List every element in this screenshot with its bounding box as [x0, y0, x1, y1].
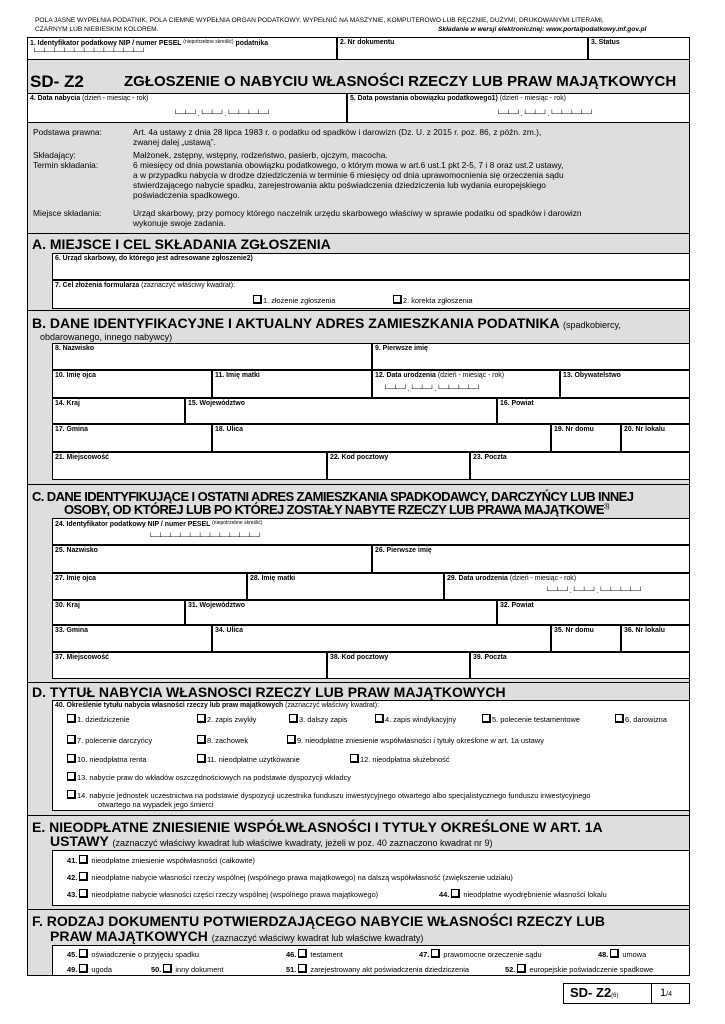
footer-page-number [660, 987, 672, 999]
section-e-title-2-text: USTAWY [50, 833, 109, 849]
section-c-footnote: 3) [603, 503, 609, 511]
option-further-legacy[interactable] [289, 714, 347, 724]
section-b-title-note-2: obdarowanego, innego nabywcy) [40, 332, 173, 342]
option-45-number: 45. [67, 950, 78, 959]
checkbox-46[interactable] [298, 949, 307, 958]
deadline-value-1: 6 miesięcy od dnia powstania obowiązku podatkowego, o którym mowa w art.6 ust.1 pkt 2-5, 7 i 8 oraz ust.2 ustawy, [133, 160, 564, 170]
section-b-title-note: (spadkobiercy, [562, 320, 621, 330]
section-f-options [52, 945, 690, 976]
option-41-label: nieodpłatne zniesienie współwłasności (całkowite) [91, 856, 255, 865]
option-52-label: europejskie poświadczenie spadkowe [529, 965, 654, 974]
checkbox-45[interactable] [79, 949, 88, 958]
field-40-note: (zaznaczyć właściwy kwadrat): [285, 702, 379, 709]
option-free-easement-label: 12. nieodpłatna służebność [360, 755, 450, 764]
option-testamentary-instruction-label: 5. polecenie testamentowe [492, 715, 580, 724]
header-line2: CZARNYM LUB NIEBIESKIM KOLOREM. [35, 26, 159, 33]
checkbox-42[interactable] [79, 872, 88, 881]
option-free-annuity-label: 10. nieodpłatna renta [77, 755, 147, 764]
field-16-county[interactable] [497, 398, 690, 424]
option-50[interactable] [151, 964, 223, 974]
checkbox-49[interactable] [79, 964, 88, 973]
field-39-label: 39. Poczta [473, 654, 507, 661]
option-free-easement[interactable] [350, 754, 450, 764]
section-c-title-2 [64, 502, 609, 517]
checkbox-savings-deposits[interactable] [67, 772, 76, 781]
section-e-bar [27, 815, 690, 816]
option-correction[interactable] [393, 295, 472, 305]
option-vindication-legacy-label: 4. zapis windykacyjny [385, 715, 457, 724]
field-30-country[interactable] [52, 600, 185, 625]
option-savings-deposits-label: 13. nabycie praw do wkładów oszczędnościowych na podstawie dyspozycji wkładcy [77, 773, 352, 782]
footer-total: /4 [666, 991, 672, 998]
field-32-label: 32. Powiat [500, 602, 534, 609]
deadline-key: Termin składania: [33, 160, 99, 170]
section-c-title-2-text: OSOBY, OD KTÓREJ LUB PO KTÓREJ ZOSTAŁY NABYTE RZECZY LUB PRAWA MAJĄTKOWE [64, 502, 604, 517]
field-14-label: 14. Kraj [55, 400, 80, 407]
section-d-title: D. TYTUŁ NABYCIA WŁASNOSCI RZECZY LUB PRAW MAJĄTKOWYCH [32, 684, 506, 700]
section-b-bar [27, 310, 690, 311]
field-22-postal-code[interactable] [327, 452, 470, 480]
field-2-label: 2. Nr dokumentu [340, 39, 395, 46]
option-45-label: oświadczenie o przyjęciu spadku [91, 950, 200, 959]
place-value-2: wykonuje swoje zadania. [133, 218, 226, 228]
submitter-key: Składający: [33, 150, 76, 160]
option-donor-instruction[interactable] [67, 735, 152, 745]
checkbox-donation[interactable] [615, 714, 624, 723]
deadline-value-2: a w przypadku nabycia w drodze dziedziczenia w terminie 6 miesięcy od dnia uprawomocnienia się orzeczenia sądu [133, 170, 564, 180]
field-18-label: 18. Ulica [215, 426, 243, 433]
place-value-1: Urząd skarbowy, przy pomocy którego naczelnik urzędu skarbowego właściwy w sprawie podatku od spadków i darowizn [133, 208, 582, 218]
field-3-label: 3. Status [591, 39, 620, 46]
field-12-note: (dzień - miesiąc - rok) [437, 372, 505, 379]
section-f-title-2 [50, 928, 423, 944]
checkbox-inheritance[interactable] [67, 714, 76, 723]
section-b-title [32, 315, 621, 331]
option-44-label: nieodpłatne wyodrębnienie własności lokalu [463, 890, 607, 899]
field-24-nip-pesel[interactable] [52, 518, 690, 545]
field-26-label: 26. Pierwsze imię [375, 547, 432, 554]
checkbox-52[interactable] [517, 964, 526, 973]
option-co-ownership-dissolution-label: 9. nieodpłatne zniesienie współwłasności i tytuły określone w art. 1a ustawy [297, 736, 544, 745]
option-donation-label: 6. darowizna [625, 715, 667, 724]
field-5-tax-obligation-date[interactable] [347, 93, 690, 123]
option-44[interactable] [439, 889, 607, 899]
field-7-label: 7. Cel złożenia formularza [55, 282, 140, 289]
field-38-postal-code[interactable] [327, 652, 470, 679]
footer-form-code [570, 985, 619, 1000]
field-30-label: 30. Kraj [55, 602, 80, 609]
field-5-label: 5. Data powstania obowiązku podatkowego1) [350, 95, 498, 102]
field-17-municipality[interactable] [52, 424, 212, 452]
field-23-label: 23. Poczta [473, 454, 507, 461]
option-51[interactable] [286, 964, 469, 974]
submitter-value: Małżonek, zstępny, wstępny, rodzeństwo, pasierb, ojczym, macocha. [133, 150, 388, 160]
option-45[interactable] [67, 949, 199, 959]
option-ordinary-legacy[interactable] [197, 714, 256, 724]
option-fund-units[interactable] [67, 790, 591, 800]
field-12-birth-date[interactable] [372, 370, 560, 398]
field-20-apartment-number[interactable] [621, 424, 690, 452]
option-legitime[interactable] [197, 735, 248, 745]
option-48[interactable] [598, 949, 646, 959]
option-50-number: 50. [151, 965, 162, 974]
option-correction-label: 2. korekta zgłoszenia [403, 296, 473, 305]
field-33-municipality[interactable] [52, 625, 212, 652]
checkbox-donor-instruction[interactable] [67, 735, 76, 744]
checkbox-testamentary-instruction[interactable] [482, 714, 491, 723]
header-line1: POLA JASNE WYPEŁNIA PODATNIK, POLA CIEMNE WYPEŁNIA ORGAN PODATKOWY. WYPEŁNIĆ NA MASZYNIE, KOMPUTEROWO LUB RĘCZNIE, DUŻYMI, DRUKOWANYMI LITERAMI, [35, 17, 604, 24]
option-free-usufruct-label: 11. nieodpłatne użytkowanie [207, 755, 300, 764]
field-14-country[interactable] [52, 398, 185, 424]
field-1-comb: └─┴─┴─┴─┴─┴─┴─┴─┴─┴─┴─┘ [32, 49, 147, 56]
field-28-label: 28. Imię matki [250, 575, 296, 582]
field-40-label: 40. Określenie tytułu nabycia własności rzeczy lub praw majątkowych [55, 702, 284, 709]
section-a-bar [27, 233, 690, 234]
legal-info [27, 123, 690, 233]
option-41[interactable] [67, 855, 255, 865]
option-further-legacy-label: 3. dalszy zapis [299, 715, 348, 724]
option-42-label: nieodpłatne nabycie własności rzeczy wspólnej (wspólnego prawa majątkowego) na dalszą współwłasność (zwiększenie udziału) [91, 873, 513, 882]
field-23-post-office[interactable] [470, 452, 690, 480]
field-36-apartment-number[interactable] [621, 625, 690, 652]
field-11-label: 11. Imię matki [215, 372, 260, 379]
option-47[interactable] [419, 949, 542, 959]
section-e-title-note: (zaznaczyć właściwy kwadrat lub właściwe kwadraty, jeżeli w poz. 40 zaznaczono kwadrat nr 9) [112, 838, 493, 848]
field-10-label: 10. Imię ojca [55, 372, 96, 379]
field-21-locality[interactable] [52, 452, 327, 480]
field-27-label: 27. Imię ojca [55, 575, 96, 582]
option-donation[interactable] [615, 714, 667, 724]
section-f-title-2-text: PRAW MAJĄTKOWYCH [50, 928, 208, 944]
checkbox-co-ownership-dissolution[interactable] [287, 735, 296, 744]
field-3-status [588, 37, 690, 60]
field-31-voivodeship[interactable] [185, 600, 497, 625]
field-13-citizenship[interactable] [560, 370, 690, 398]
option-51-label: zarejestrowany akt poświadczenia dziedziczenia [310, 965, 469, 974]
field-11-mother-name[interactable] [212, 370, 372, 398]
form-title: ZGŁOSZENIE O NABYCIU WŁASNOŚCI RZECZY LUB PRAW MAJĄTKOWYCH [124, 73, 677, 90]
option-49-number: 49. [67, 965, 78, 974]
option-51-number: 51. [286, 965, 297, 974]
field-24-comb: └─┴─┴─┴─┴─┴─┴─┴─┴─┴─┴─┘ [148, 534, 263, 541]
option-47-label: prawomocne orzeczenie sądu [443, 950, 542, 959]
field-5-date-comb: └─┴─┘.└─┴─┘.└─┴─┴─┴─┘ [496, 111, 595, 118]
option-49-label: ugoda [91, 965, 112, 974]
field-34-street[interactable] [212, 625, 551, 652]
form-code: SD- Z2 [30, 72, 84, 91]
field-8-surname[interactable] [52, 343, 372, 370]
field-16-label: 16. Powiat [500, 400, 534, 407]
field-13-label: 13. Obywatelstwo [563, 372, 621, 379]
option-44-number: 44. [439, 890, 450, 899]
field-31-label: 31. Województwo [188, 602, 245, 609]
option-43[interactable] [67, 889, 378, 899]
option-48-number: 48. [598, 950, 609, 959]
field-19-house-number[interactable] [551, 424, 621, 452]
field-29-date-comb: └─┴─┘.└─┴─┘.└─┴─┴─┴─┘ [545, 588, 644, 595]
option-43-number: 43. [67, 890, 78, 899]
field-1-label: 1. Identyfikator podatkowy NIP / numer PESEL [30, 40, 182, 47]
checkbox-submission[interactable] [253, 295, 262, 304]
option-52[interactable] [505, 964, 653, 974]
field-15-voivodeship[interactable] [185, 398, 497, 424]
checkbox-50[interactable] [163, 964, 172, 973]
footer-version: (6) [611, 993, 619, 999]
field-1-label-b: podatnika [235, 40, 269, 47]
field-25-surname[interactable] [52, 545, 372, 573]
option-free-annuity[interactable] [67, 754, 146, 764]
option-49[interactable] [67, 964, 112, 974]
option-43-label: nieodpłatne nabycie własności części rzeczy wspólnej (wspólnego prawa majątkowego) [91, 890, 379, 899]
option-52-number: 52. [505, 965, 516, 974]
checkbox-51[interactable] [298, 964, 307, 973]
option-testamentary-instruction[interactable] [482, 714, 580, 724]
option-vindication-legacy[interactable] [375, 714, 456, 724]
field-4-note: (dzień - miesiąc - rok) [82, 95, 149, 102]
option-50-label: inny dokument [175, 965, 224, 974]
option-42[interactable] [67, 872, 513, 882]
option-46-number: 46. [286, 950, 297, 959]
option-47-number: 47. [419, 950, 430, 959]
field-5-note: (dzień - miesiąc - rok) [499, 95, 566, 102]
field-6-tax-office[interactable] [52, 253, 690, 280]
option-fund-units-label-2: otwartego na wypadek jego śmierci [98, 800, 214, 809]
section-d-bar [27, 682, 690, 683]
option-48-label: umowa [622, 950, 647, 959]
field-29-label: 29. Data urodzenia [447, 575, 508, 582]
option-41-number: 41. [67, 856, 78, 865]
section-c-bar [27, 484, 690, 485]
field-20-label: 20. Nr lokalu [624, 426, 665, 433]
checkbox-correction[interactable] [393, 295, 402, 304]
field-37-locality[interactable] [52, 652, 327, 679]
checkbox-43[interactable] [79, 889, 88, 898]
field-29-birth-date[interactable] [444, 573, 690, 600]
section-f-title-1: F. RODZAJ DOKUMENTU POTWIERDZAJĄCEGO NABYCIE WŁASNOŚCI RZECZY LUB [32, 913, 605, 929]
field-21-label: 21. Miejscowość [55, 454, 110, 461]
option-42-number: 42. [67, 873, 78, 882]
field-26-first-name[interactable] [372, 545, 690, 573]
section-f-title-note: (zaznaczyć właściwy kwadrat lub właściwe kwadraty) [211, 933, 424, 943]
field-10-father-name[interactable] [52, 370, 212, 398]
section-c-title-1: C. DANE IDENTYFIKUJĄCE I OSTATNI ADRES ZAMIESZKANIA SPADKODAWCY, DARCZYŃCY LUB INNEJ [32, 489, 634, 504]
field-35-label: 35. Nr domu [554, 627, 594, 634]
field-17-label: 17. Gmina [55, 426, 88, 433]
checkbox-fund-units[interactable] [67, 790, 76, 799]
checkbox-legitime[interactable] [197, 735, 206, 744]
field-25-label: 25. Nazwisko [55, 547, 98, 554]
field-15-label: 15. Województwo [188, 400, 245, 407]
checkbox-41[interactable] [79, 855, 88, 864]
field-18-street[interactable] [212, 424, 551, 452]
option-free-usufruct[interactable] [197, 754, 300, 764]
field-38-label: 38. Kod pocztowy [330, 654, 389, 661]
field-24-note: (niepotrzebne skreślić) [212, 520, 263, 526]
checkbox-ordinary-legacy[interactable] [197, 714, 206, 723]
option-submission[interactable] [253, 295, 335, 305]
field-7-purpose [52, 280, 690, 309]
checkbox-free-usufruct[interactable] [197, 754, 206, 763]
field-39-post-office[interactable] [470, 652, 690, 679]
field-12-date-comb: └─┴─┘.└─┴─┘.└─┴─┴─┴─┘ [383, 386, 482, 393]
section-e-options [52, 850, 690, 906]
field-33-label: 33. Gmina [55, 627, 88, 634]
field-22-label: 22. Kod pocztowy [330, 454, 389, 461]
field-1-nip-pesel[interactable] [27, 37, 337, 60]
field-37-label: 37. Miejscowość [55, 654, 110, 661]
field-4-label: 4. Data nabycia [30, 95, 81, 102]
field-9-label: 9. Pierwsze imię [375, 345, 428, 352]
checkbox-48[interactable] [610, 949, 619, 958]
checkbox-further-legacy[interactable] [289, 714, 298, 723]
checkbox-47[interactable] [431, 949, 440, 958]
electronic-note: Składanie w wersji elektronicznej: www.portalpodatkowy.mf.gov.pl [438, 26, 647, 33]
footer-code-text: SD- Z2 [570, 985, 612, 1000]
option-donor-instruction-label: 7. polecenie darczyńcy [77, 736, 153, 745]
field-40-acquisition-title [52, 700, 690, 811]
section-a-title: A. MIEJSCE I CEL SKŁADANIA ZGŁOSZENIA [32, 236, 331, 252]
field-36-label: 36. Nr lokalu [624, 627, 665, 634]
option-savings-deposits[interactable] [67, 772, 351, 782]
place-key: Miejsce składania: [33, 208, 102, 218]
section-f-bar [27, 909, 690, 910]
checkbox-44[interactable] [451, 889, 460, 898]
field-9-first-name[interactable] [372, 343, 690, 370]
deadline-value-3: stwierdzającego nabycie spadku, zarejestrowania aktu poświadczenia dziedziczenia lub wydania europejskiego [133, 180, 546, 190]
section-e-title-2 [50, 833, 492, 849]
field-6-label: 6. Urząd skarbowy, do którego jest adresowane zgłoszenie2) [55, 255, 253, 262]
checkbox-free-annuity[interactable] [67, 754, 76, 763]
option-46[interactable] [286, 949, 343, 959]
checkbox-free-easement[interactable] [350, 754, 359, 763]
footer-page: 1 [660, 987, 667, 999]
field-32-county[interactable] [497, 600, 690, 625]
option-submission-label: 1. złożenie zgłoszenia [263, 296, 336, 305]
field-2-doc-number [337, 37, 588, 60]
field-8-label: 8. Nazwisko [55, 345, 95, 352]
option-fund-units-label: 14. nabycie jednostek uczestnictwa na podstawie dyspozycji uczestnika funduszu inwestycyjnego otwartego albo specjalistycznego funduszu inwestycyjnego [77, 791, 591, 800]
legal-basis-key: Podstawa prawna: [33, 127, 102, 137]
checkbox-vindication-legacy[interactable] [375, 714, 384, 723]
legal-basis-value-2: zwanej dalej „ustawą”. [133, 137, 216, 147]
option-inheritance-label: 1. dziedziczenie [77, 715, 130, 724]
field-35-house-number[interactable] [551, 625, 621, 652]
footer-divider [651, 983, 652, 1004]
legal-basis-value-1: Art. 4a ustawy z dnia 28 lipca 1983 r. o podatku od spadków i darowizn (Dz. U. z 2015 r. poz. 86, z późn. zm.), [133, 127, 542, 137]
section-e-title-1: E. NIEODPŁATNE ZNIESIENIE WSPÓŁWŁASNOŚCI I TYTUŁY OKREŚLONE W ART. 1A [32, 819, 603, 835]
section-b-title-text: B. DANE IDENTYFIKACYJNE I AKTUALNY ADRES ZAMIESZKANIA PODATNIKA [32, 315, 560, 331]
option-46-label: testament [310, 950, 343, 959]
option-inheritance[interactable] [67, 714, 130, 724]
field-19-label: 19. Nr domu [554, 426, 594, 433]
field-28-mother-name[interactable] [247, 573, 444, 600]
field-12-label: 12. Data urodzenia [375, 372, 436, 379]
field-7-note: (zaznaczyć właściwy kwadrat): [141, 282, 235, 289]
field-4-date-comb: └─┴─┘.└─┴─┘.└─┴─┴─┴─┘ [173, 111, 272, 118]
option-legitime-label: 8. zachowek [207, 736, 249, 745]
deadline-value-4: poświadczenia spadkowego. [133, 190, 240, 200]
field-29-note: (dzień - miesiąc - rok) [509, 575, 577, 582]
field-34-label: 34. Ulica [215, 627, 243, 634]
field-1-note: (niepotrzebne skreślić) [183, 39, 234, 45]
field-4-acquisition-date[interactable] [27, 93, 347, 123]
field-27-father-name[interactable] [52, 573, 247, 600]
option-ordinary-legacy-label: 2. zapis zwykły [207, 715, 257, 724]
field-24-label: 24. Identyfikator podatkowy NIP / numer PESEL [55, 521, 211, 528]
option-co-ownership-dissolution[interactable] [287, 735, 544, 745]
